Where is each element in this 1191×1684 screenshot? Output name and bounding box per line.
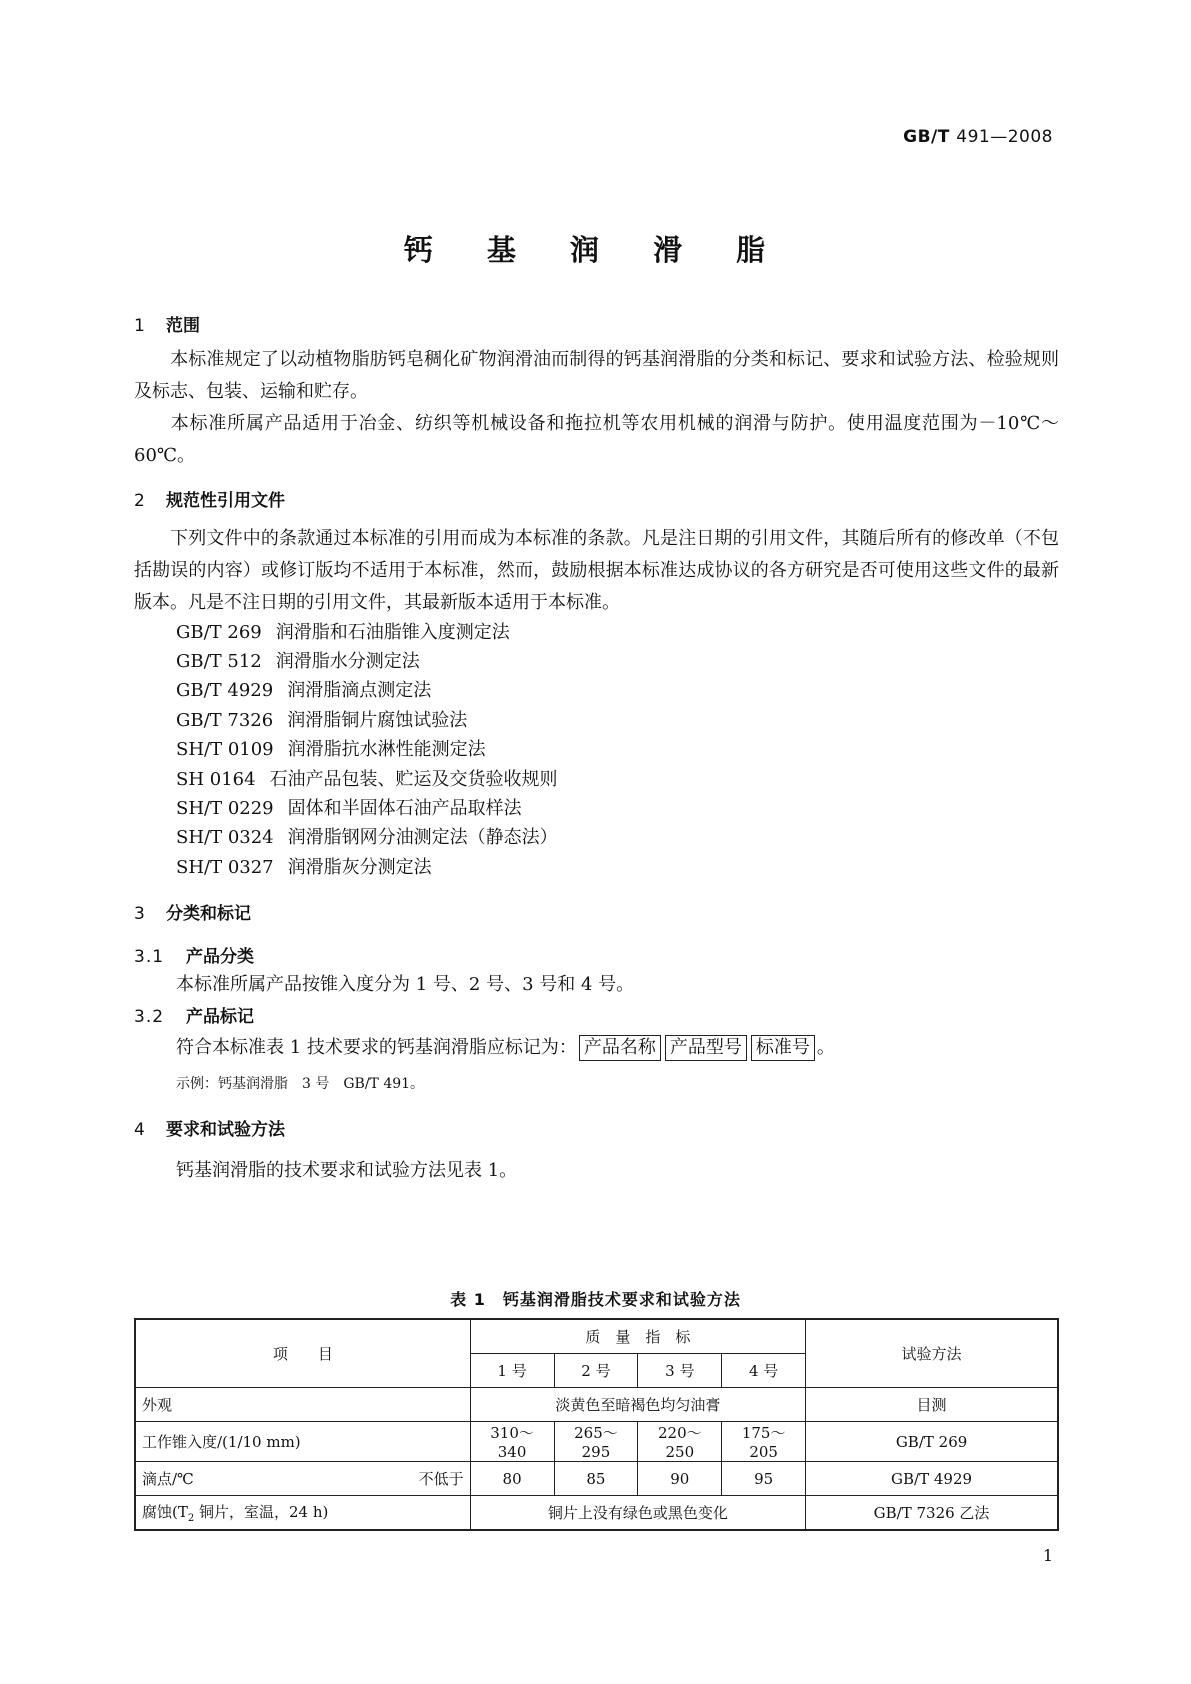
item-cell: 滴点/℃ 不低于 bbox=[135, 1462, 470, 1496]
section-3-heading: 3 分类和标记 bbox=[134, 904, 251, 924]
reference-item: SH/T 0109 润滑脂抗水淋性能测定法 bbox=[176, 739, 486, 760]
spec-table bbox=[134, 1318, 1059, 1531]
section-3-1-text: 本标准所属产品按锥入度分为 1 号、2 号、3 号和 4 号。 bbox=[176, 974, 635, 995]
value-cell: 铜片上没有绿色或黑色变化 bbox=[470, 1496, 805, 1531]
section-1-heading: 1 范围 bbox=[134, 316, 200, 336]
value-cell: 265～295 bbox=[554, 1422, 638, 1462]
section-3-2-heading: 3.2 产品标记 bbox=[134, 1007, 254, 1027]
value-cell: 95 bbox=[722, 1462, 806, 1496]
std-prefix: GB/T bbox=[903, 127, 950, 147]
table-row bbox=[135, 1388, 1058, 1422]
method-cell: GB/T 7326 乙法 bbox=[806, 1496, 1058, 1531]
reference-item: GB/T 512 润滑脂水分测定法 bbox=[176, 651, 420, 672]
item-cell: 腐蚀($T_2$ 铜片，室温，24 h) bbox=[135, 1496, 470, 1531]
reference-item: SH/T 0229 固体和半固体石油产品取样法 bbox=[176, 798, 522, 819]
value-cell: 310～340 bbox=[470, 1422, 554, 1462]
std-number: 491—2008 bbox=[956, 127, 1053, 147]
reference-item: GB/T 7326 润滑脂铜片腐蚀试验法 bbox=[176, 710, 468, 731]
grade-cell: 3 号 bbox=[638, 1354, 722, 1388]
grade-cell: 4 号 bbox=[722, 1354, 806, 1388]
page-number: 1 bbox=[1042, 1546, 1053, 1565]
section-4-heading: 4 要求和试验方法 bbox=[134, 1120, 285, 1140]
reference-item: GB/T 4929 润滑脂滴点测定法 bbox=[176, 680, 432, 701]
item-cell: 工作锥入度/(1/10 mm) bbox=[135, 1422, 470, 1462]
section-1-paragraph-1: 本标准规定了以动植物脂肪钙皂稠化矿物润滑油而制得的钙基润滑脂的分类和标记、要求和试验方法、检验规则及标志、包装、运输和贮存。 bbox=[134, 349, 1059, 402]
method-cell: GB/T 4929 bbox=[806, 1462, 1058, 1496]
value-cell: 80 bbox=[470, 1462, 554, 1496]
placeholder-box-product-name: 产品名称 bbox=[579, 1035, 661, 1061]
section-3-1-heading: 3.1 产品分类 bbox=[134, 947, 254, 967]
method-cell: GB/T 269 bbox=[806, 1422, 1058, 1462]
value-cell: 175～205 bbox=[722, 1422, 806, 1462]
reference-item: SH/T 0327 润滑脂灰分测定法 bbox=[176, 857, 432, 878]
table-header-row bbox=[135, 1319, 1058, 1354]
reference-item: SH/T 0324 润滑脂钢网分油测定法（静态法） bbox=[176, 827, 558, 848]
table-caption: 表 1 钙基润滑脂技术要求和试验方法 bbox=[450, 1290, 741, 1309]
reference-item: SH 0164 石油产品包装、贮运及交货验收规则 bbox=[176, 769, 558, 790]
section-2-heading: 2 规范性引用文件 bbox=[134, 491, 285, 511]
value-cell: 90 bbox=[638, 1462, 722, 1496]
item-cell: 外观 bbox=[135, 1388, 470, 1422]
document-title: 钙 基 润 滑 脂 bbox=[403, 233, 788, 267]
value-cell: 淡黄色至暗褐色均匀油膏 bbox=[470, 1388, 805, 1422]
table-row bbox=[135, 1496, 1058, 1531]
standard-number bbox=[903, 127, 1053, 147]
reference-item: GB/T 269 润滑脂和石油脂锥入度测定法 bbox=[176, 622, 510, 643]
section-1-paragraph-2: 本标准所属产品适用于冶金、纺织等机械设备和拖拉机等农用机械的润滑与防护。使用温度范围为－10℃～60℃。 bbox=[134, 413, 1059, 466]
grade-cell: 2 号 bbox=[554, 1354, 638, 1388]
section-3-2-text: 符合本标准表 1 技术要求的钙基润滑脂应标记为： 产品名称 产品型号 标准号 。 bbox=[176, 1033, 835, 1061]
table-row bbox=[135, 1422, 1058, 1462]
section-4-text: 钙基润滑脂的技术要求和试验方法见表 1。 bbox=[176, 1160, 518, 1181]
table-row bbox=[135, 1462, 1058, 1496]
header-item: 项 目 bbox=[135, 1319, 470, 1388]
value-cell: 85 bbox=[554, 1462, 638, 1496]
placeholder-box-product-model: 产品型号 bbox=[665, 1035, 747, 1061]
placeholder-box-standard-number: 标准号 bbox=[751, 1035, 815, 1061]
marking-example: 示例：钙基润滑脂 3 号 GB/T 491。 bbox=[176, 1076, 425, 1092]
grade-cell: 1 号 bbox=[470, 1354, 554, 1388]
header-method: 试验方法 bbox=[806, 1319, 1058, 1388]
method-cell: 目测 bbox=[806, 1388, 1058, 1422]
section-2-paragraph: 下列文件中的条款通过本标准的引用而成为本标准的条款。凡是注日期的引用文件，其随后所有的修改单（不包括勘误的内容）或修订版均不适用于本标准，然而，鼓励根据本标准达成协议的各方研究是否可使用这些文件的最新版本。凡是不注日期的引用文件，其最新版本适用于本标准。 bbox=[134, 528, 1059, 613]
value-cell: 220～250 bbox=[638, 1422, 722, 1462]
header-quality: 质 量 指 标 bbox=[470, 1319, 805, 1354]
